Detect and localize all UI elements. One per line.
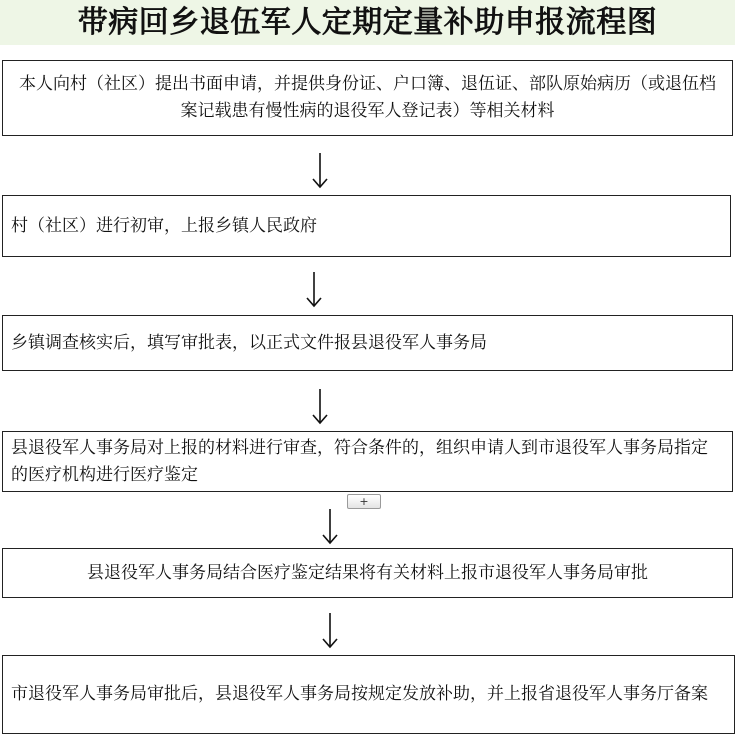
arrow-down-icon [302,271,326,309]
arrow-down-icon [308,388,332,426]
step-5-box [2,548,733,598]
step-3-text: 乡镇调查核实后，填写审批表，以正式文件报县退役军人事务局 [11,332,487,353]
arrow-down-icon [318,612,342,650]
step-1-text: 本人向村（社区）提出书面申请，并提供身份证、户口簿、退伍证、部队原始病历（或退伍档案记载患有慢性病的退役军人登记表）等相关材料 [19,74,716,121]
step-6-text: 市退役军人事务局审批后，县退役军人事务局按规定发放补助，并上报省退役军人事务厅备案 [11,684,708,704]
step-4-text: 县退役军人事务局对上报的材料进行审查，符合条件的，组织申请人到市退役军人事务局指定的医疗机构进行医疗鉴定 [11,437,708,485]
step-3-box [2,315,733,371]
step-2-text: 村（社区）进行初审，上报乡镇人民政府 [11,215,317,236]
arrow-down-icon [318,508,342,546]
step-1-box [2,60,733,136]
step-5-text: 县退役军人事务局结合医疗鉴定结果将有关材料上报市退役军人事务局审批 [87,562,648,583]
page-title: 带病回乡退伍军人定期定量补助申报流程图 [77,5,658,40]
step-6-box [2,655,735,734]
step-4-box [2,431,733,492]
arrow-down-icon [308,152,332,190]
expand-button[interactable]: + [347,494,381,509]
step-2-box [2,195,731,257]
